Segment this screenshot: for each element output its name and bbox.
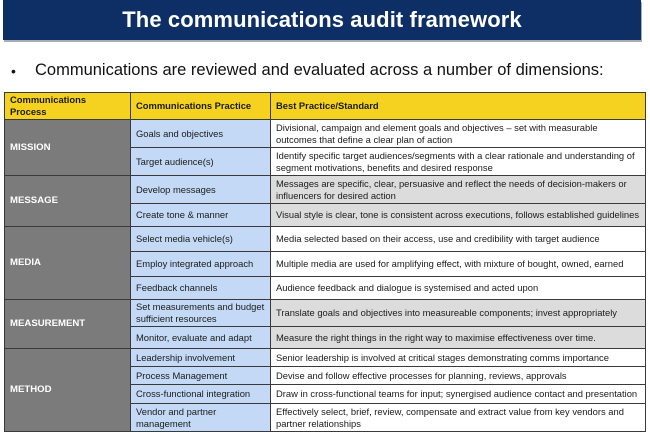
standard-cell: Measure the right things in the right way to maximise effectiveness over time. <box>271 327 646 349</box>
intro-text: Communications are reviewed and evaluated across a number of dimensions: <box>35 61 604 79</box>
standard-cell: Visual style is clear, tone is consistent across executions, follows established guidelines <box>271 204 646 227</box>
standard-cell: Media selected based on their access, use and credibility with target audience <box>271 227 646 252</box>
title-bar <box>3 0 641 40</box>
practice-cell: Goals and objectives <box>131 120 271 148</box>
table-row <box>5 176 646 204</box>
standard-cell: Devise and follow effective processes for planning, reviews, approvals <box>271 367 646 385</box>
standard-cell: Messages are specific, clear, persuasive and reflect the needs of decision-makers or influencers for desired action <box>271 176 646 204</box>
practice-cell: Feedback channels <box>131 277 271 300</box>
header-process: Communications Process <box>5 93 131 120</box>
header-practice: Communications Practice <box>131 93 271 120</box>
practice-cell: Monitor, evaluate and adapt <box>131 327 271 349</box>
process-method: METHOD <box>5 349 131 432</box>
bullet-icon: • <box>11 62 16 79</box>
practice-cell: Employ integrated approach <box>131 252 271 277</box>
process-mission: MISSION <box>5 120 131 176</box>
practice-cell: Process Management <box>131 367 271 385</box>
practice-cell: Create tone & manner <box>131 204 271 227</box>
standard-cell: Audience feedback and dialogue is systemised and acted upon <box>271 277 646 300</box>
slide-title: The communications audit framework <box>122 7 522 32</box>
standard-cell: Multiple media are used for amplifying effect, with mixture of bought, owned, earned <box>271 252 646 277</box>
practice-cell: Set measurements and budget sufficient resources <box>131 300 271 327</box>
practice-cell: Develop messages <box>131 176 271 204</box>
audit-framework-table <box>4 92 646 432</box>
standard-cell: Identify specific target audiences/segments with a clear rationale and understanding of segment motivations, benefits and desired response <box>271 148 646 176</box>
practice-cell: Select media vehicle(s) <box>131 227 271 252</box>
process-media: MEDIA <box>5 227 131 300</box>
table-row <box>5 227 646 252</box>
standard-cell: Effectively select, brief, review, compensate and extract value from key vendors and partner relationships <box>271 404 646 432</box>
table-row <box>5 120 646 148</box>
table-row <box>5 349 646 367</box>
practice-cell: Cross-functional integration <box>131 385 271 404</box>
standard-cell: Senior leadership is involved at critical stages demonstrating comms importance <box>271 349 646 367</box>
standard-cell: Divisional, campaign and element goals and objectives – set with measurable outcomes that define a clear plan of action <box>271 120 646 148</box>
header-row <box>5 93 646 120</box>
practice-cell: Vendor and partner management <box>131 404 271 432</box>
header-standard: Best Practice/Standard <box>271 93 646 120</box>
standard-cell: Translate goals and objectives into measureable components; invest appropriately <box>271 300 646 327</box>
standard-cell: Draw in cross-functional teams for input; synergised audience contact and presentation <box>271 385 646 404</box>
practice-cell: Leadership involvement <box>131 349 271 367</box>
intro-bullet <box>8 61 604 80</box>
process-message: MESSAGE <box>5 176 131 227</box>
table-row <box>5 300 646 327</box>
practice-cell: Target audience(s) <box>131 148 271 176</box>
process-measurement: MEASUREMENT <box>5 300 131 349</box>
